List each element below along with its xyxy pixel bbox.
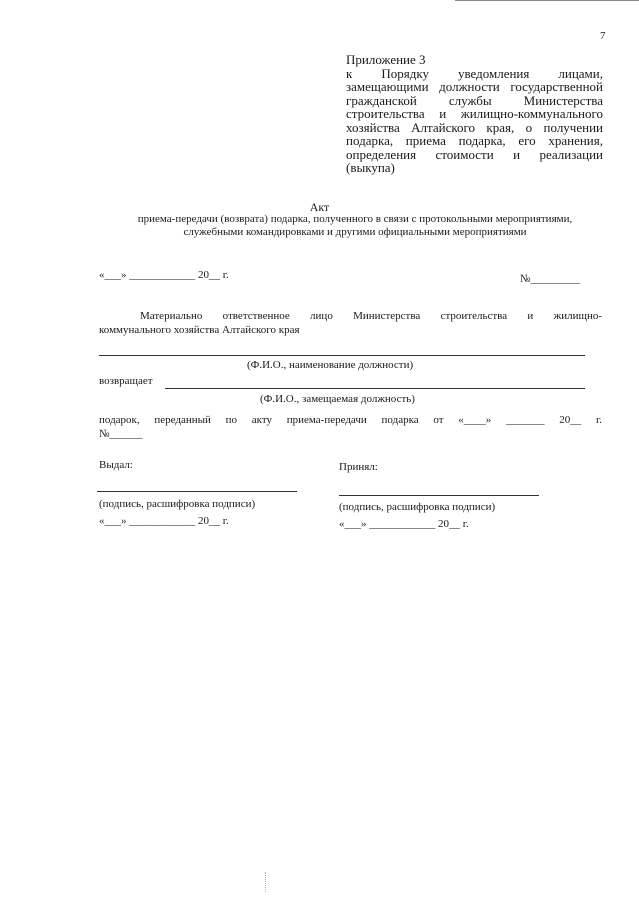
act-subtitle: приема-передачи (возврата) подарка, полученного в связи с протокольными мероприятиями, служебными командировками и другими официальными мероприятиями bbox=[137, 213, 573, 238]
fio-held-position-caption: (Ф.И.О., замещаемая должность) bbox=[260, 393, 415, 405]
returns-rule bbox=[165, 388, 585, 389]
responsible-person-line1: Материально ответственное лицо Министерства строительства и жилищно- bbox=[140, 310, 602, 322]
appendix-title: Приложение 3 bbox=[346, 52, 426, 67]
act-title: Акт bbox=[309, 200, 330, 214]
issued-date-line: «___» ____________ 20__ г. bbox=[99, 515, 229, 527]
act-number-line: №_________ bbox=[520, 273, 580, 285]
fio-position-rule bbox=[99, 355, 585, 356]
issued-label: Выдал: bbox=[99, 459, 133, 471]
gift-transfer-line1: подарок, переданный по акту приема-передачи подарка от «____» _______ 20__ г. bbox=[99, 414, 602, 426]
received-date-line: «___» ____________ 20__ г. bbox=[339, 518, 469, 530]
responsible-person-line2: коммунального хозяйства Алтайского края bbox=[99, 324, 300, 336]
returns-label: возвращает bbox=[99, 375, 153, 387]
scan-artifact-mark bbox=[265, 872, 267, 892]
received-label: Принял: bbox=[339, 461, 378, 473]
issued-signature-rule bbox=[97, 491, 297, 492]
gift-transfer-line2: №______ bbox=[99, 428, 143, 440]
received-signature-caption: (подпись, расшифровка подписи) bbox=[339, 501, 496, 513]
appendix-block bbox=[346, 53, 603, 175]
issued-signature-caption: (подпись, расшифровка подписи) bbox=[99, 498, 256, 510]
appendix-body: к Порядку уведомления лицами, замещающими должности государственной гражданской службы Министерства строительства и жилищно-коммунального хозяйства Алтайского края, о получении подарка, приема подарка, его хранения, определения стоимости и реализации (выкупа) bbox=[346, 65, 603, 175]
fio-position-caption: (Ф.И.О., наименование должности) bbox=[247, 359, 414, 371]
page-number: 7 bbox=[600, 30, 606, 42]
act-date-line: «___» ____________ 20__ г. bbox=[99, 269, 229, 281]
received-signature-rule bbox=[339, 495, 539, 496]
scan-edge-line bbox=[455, 0, 639, 1]
